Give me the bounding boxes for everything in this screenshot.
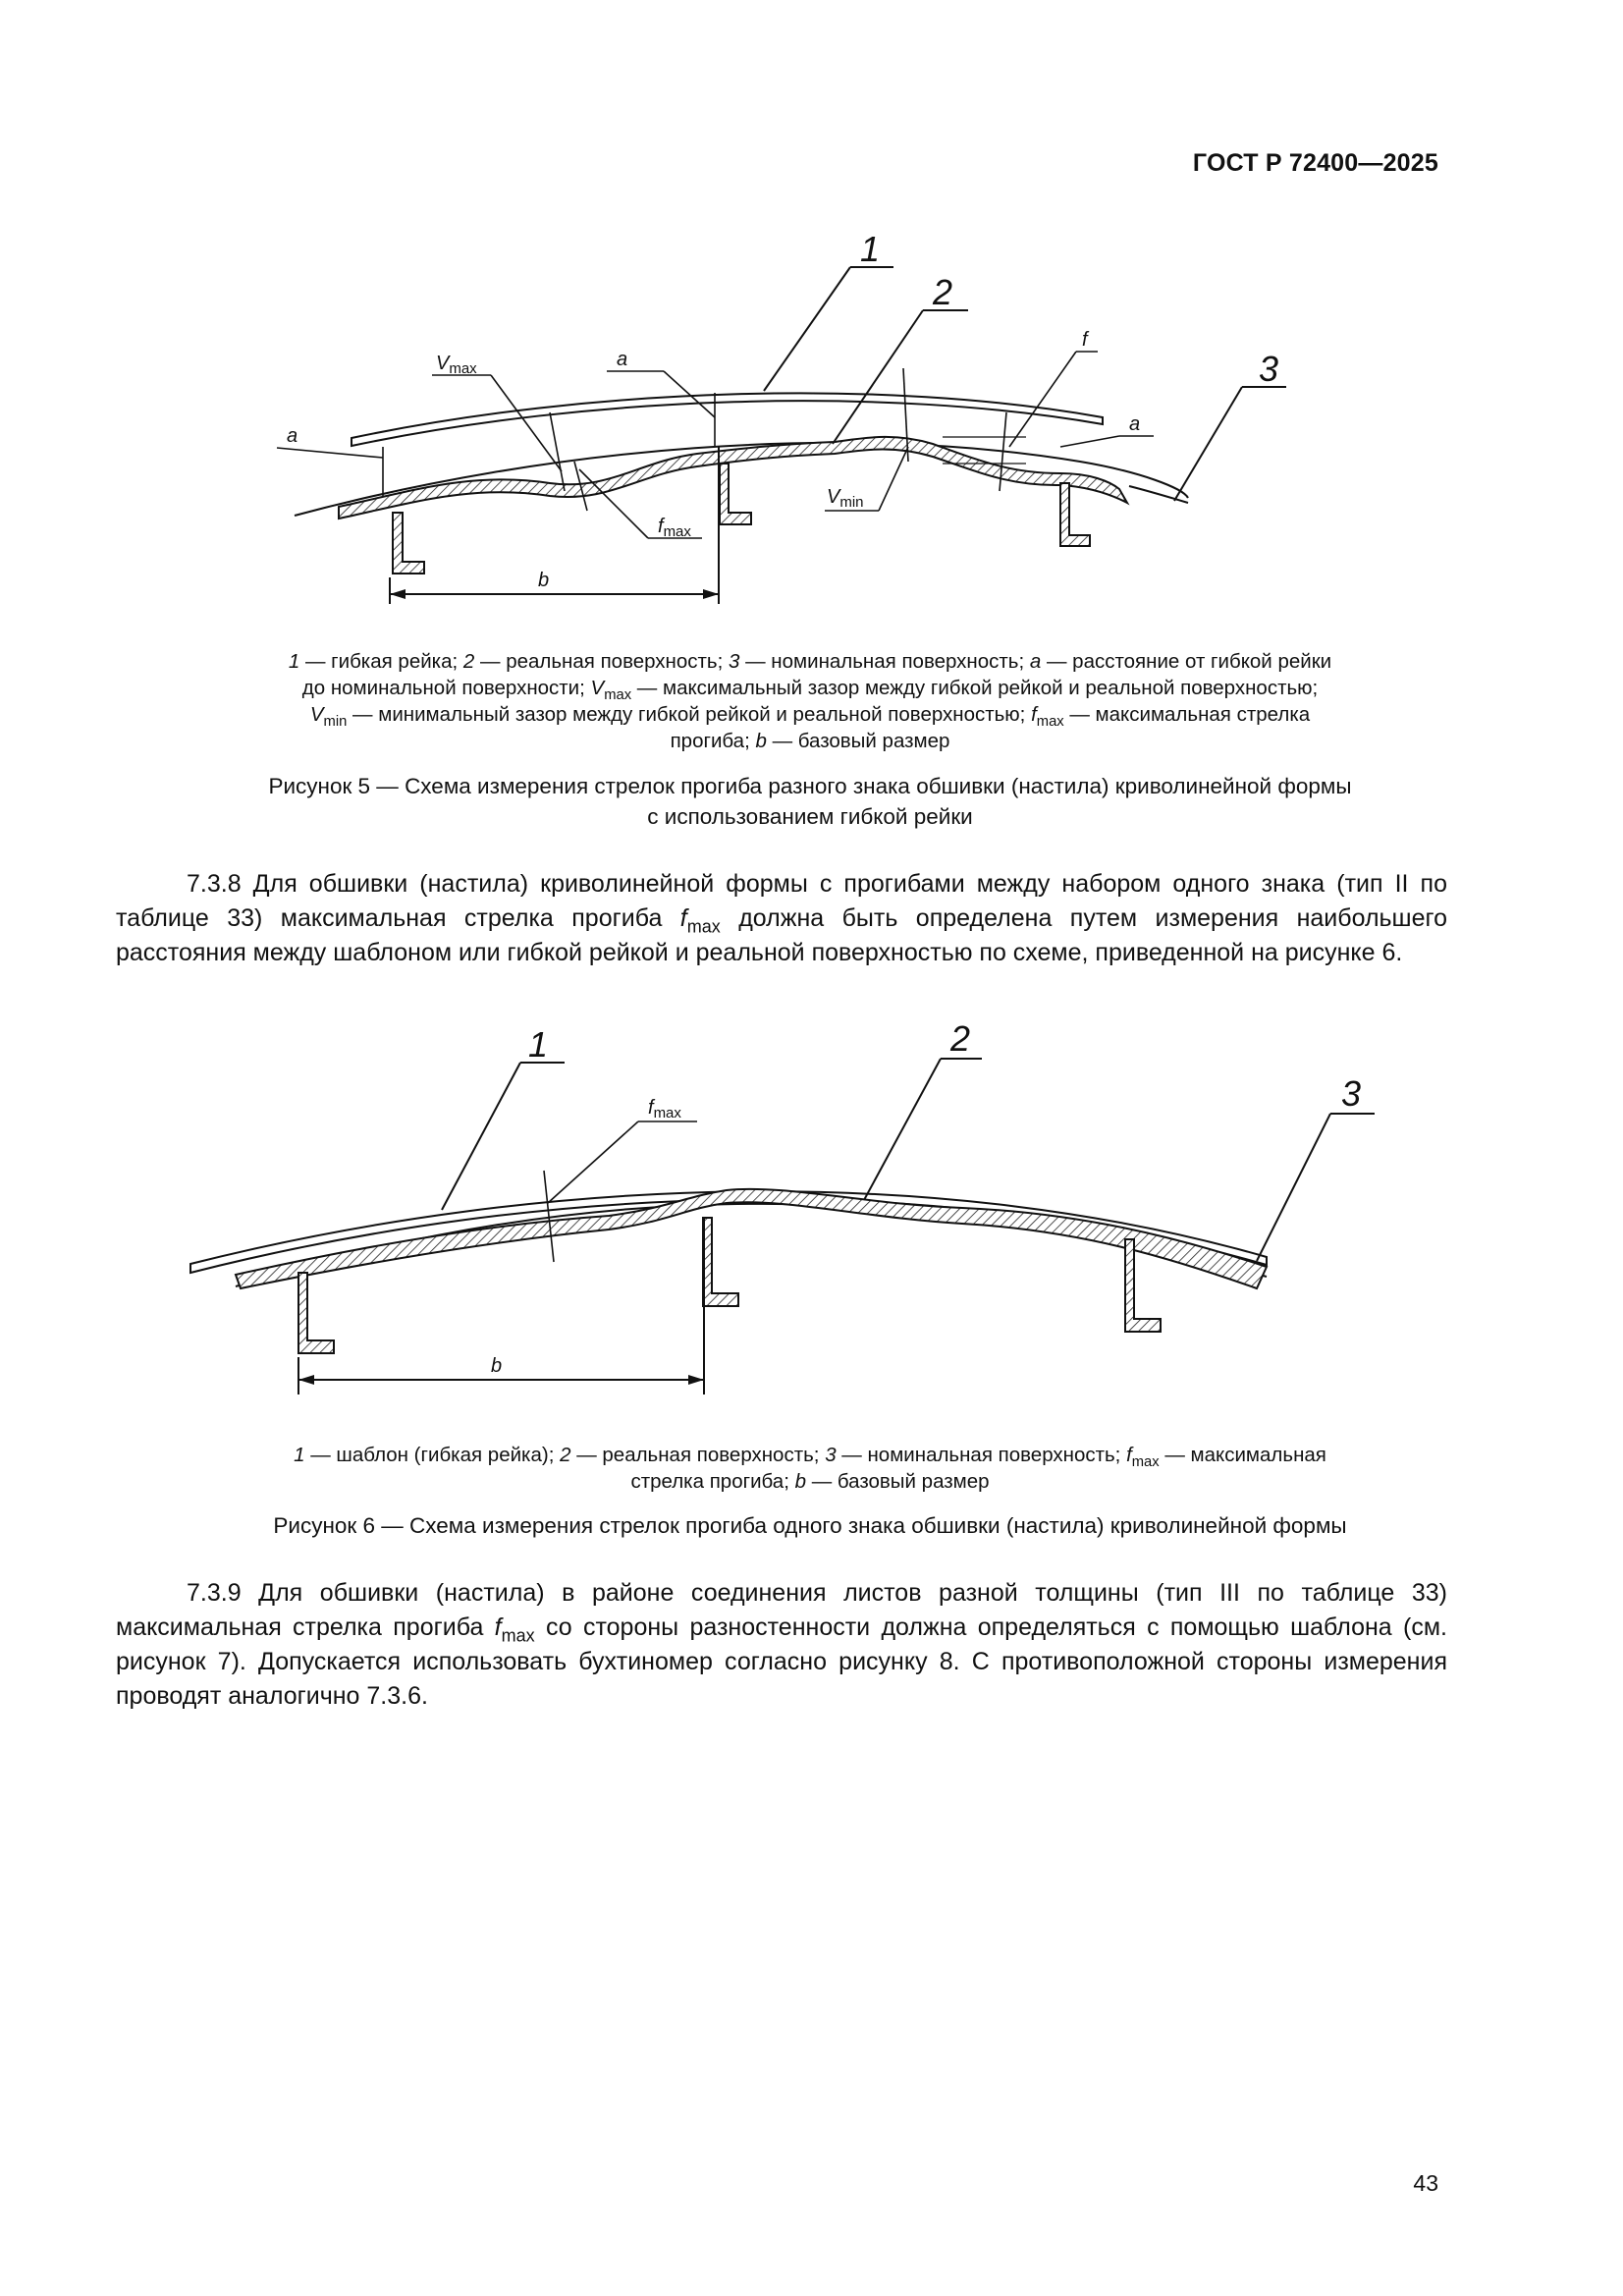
label-fmax-fig5: $f_{max}$ — [658, 516, 691, 540]
paragraph-7-3-9: 7.3.9 Для обшивки (настила) в районе соединения листов разной толщины (тип III по таблице 33) максимальная стрелка прогиба $f_{max}$ со стороны разностенности должна определяться с помощью шаблона (см. рисунок 7). Допускается использовать бухтиномер согласно рисунку 8. С противоположной стороны измерения проводят аналогично 7.3.6. — [116, 1579, 1447, 1710]
stiffener-left — [393, 513, 424, 574]
stiffener-fig6-middle — [703, 1218, 738, 1306]
fig5-callout-3: 3 — [1259, 349, 1279, 389]
figure-6-diagram — [0, 1011, 1623, 1434]
fig5-callout-1: 1 — [860, 229, 881, 269]
label-a-mid: a — [617, 349, 628, 370]
label-a-left: a — [287, 425, 298, 447]
stiffener-fig6-left — [298, 1273, 334, 1353]
fig6-callout-3: 3 — [1341, 1073, 1362, 1114]
dim-b-label-fig6: b — [491, 1355, 503, 1377]
figure-6-caption: Рисунок 6 — Схема измерения стрелок прогиба одного знака обшивки (настила) криволинейной формы — [273, 1513, 1347, 1538]
paragraph-7-3-8: 7.3.8 Для обшивки (настила) криволинейной формы с прогибами между набором одного знака (тип II по таблице 33) максимальная стрелка прогиба $f_{max}$ должна быть определена путем измерения наибольшего расстояния между шаблоном или гибкой рейкой и реальной поверхностью по схеме, приведенной на рисунке 6. — [116, 870, 1447, 966]
label-vmax: $V_{max}$ — [436, 353, 477, 377]
label-f: f — [1082, 329, 1088, 351]
label-fmax-fig6: $f_{max}$ — [648, 1097, 681, 1121]
label-vmin: $V_{min}$ — [827, 486, 864, 511]
fig6-callout-2: 2 — [950, 1018, 971, 1059]
flexible-rail — [352, 393, 1103, 446]
stiffener-right — [1060, 483, 1090, 546]
document-header: ГОСТ Р 72400—2025 — [1192, 149, 1438, 177]
stiffener-middle — [720, 464, 751, 524]
dim-b-label: b — [538, 570, 550, 591]
figure-5-caption: Рисунок 5 — Схема измерения стрелок прогиба разного знака обшивки (настила) криволинейной формы с использованием гибкой рейки — [268, 774, 1352, 829]
fig6-callout-1: 1 — [528, 1024, 549, 1065]
page-number: 43 — [1413, 2170, 1438, 2196]
fig5-callout-2: 2 — [933, 272, 953, 312]
figure-6-legend: 1 — шаблон (гибкая рейка); 2 — реальная поверхность; 3 — номинальная поверхность; $f_{max}$ — максимальная стрелка прогиба; b — базовый размер — [294, 1444, 1326, 1493]
figure-5-diagram — [0, 216, 1623, 629]
figure-5-legend: 1 — гибкая рейка; 2 — реальная поверхность; 3 — номинальная поверхность; a — расстояние от гибкой рейки до номинальной поверхности; $V_{max}$ — максимальный зазор между гибкой рейкой и реальной поверхностью; $V_{min}$ — минимальный зазор между гибкой рейкой и реальной поверхностью; $f_{max}$ — максимальная стрелка прогиба; b — базовый размер — [288, 650, 1332, 752]
label-a-right: a — [1129, 413, 1141, 435]
